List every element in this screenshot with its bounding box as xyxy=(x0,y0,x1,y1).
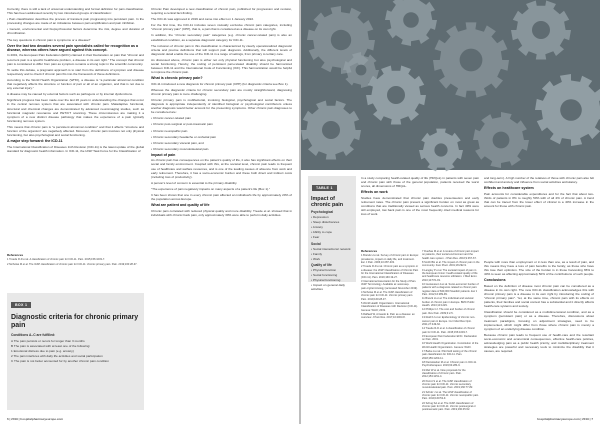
reference-item: 1 Treede R-D et al. A classification of chronic pain for ICD-11. Pain. 2015;156:1003-7. xyxy=(7,258,105,262)
paragraph: "The experience of pain negatively impacts on many aspects of a patient's life (Box 1)." xyxy=(151,186,271,191)
paragraph: As discussed above, chronic pain is either not only physical functioning but also psychological and social functioning. Hereby, the coding of persistent pain-related disability should be harmonized between ICD-11 and the International Code of Functioning (ICF). This harmonization would be helpful to improve the chronic pain. xyxy=(151,57,292,75)
paragraph: • Chronic secondary headache or orofacial pain xyxy=(151,134,217,139)
reference-item: 5 World Health Organization. International Classification of Diseases 11th Revision (ICD-11). Geneva: WHO; 2019. xyxy=(361,301,418,312)
reference-item: 14 Treede R-D et al. A classification of chronic pain for ICD-11. Pain. 2015;156:1003-7. xyxy=(422,327,475,334)
sidebox-item: • Depression xyxy=(311,215,329,220)
section-heading: Impact of pain xyxy=(151,152,176,157)
reference-item: 1 Breivik H et al. Survey of chronic pain in Europe: prevalence, impact on daily life, and treatment. Eur J Pain. 2006;10:287-333. xyxy=(361,254,419,265)
paragraph: Based on the definition of disease most chronic pain can be considered as a disease in its own right. The new ICD-11 classification acknowledges this with chronic primary pain is a disease in its own right by introducing the coding of "chronic primary pain". Yet, at the same time, chronic pain with its effects on patients, their families and social context has a substantial and it directly affects health-care systems and society. xyxy=(484,283,594,309)
sidebox-item: • Sleep disturbances xyxy=(311,220,340,225)
sidebox-title: Impact of chronic pain xyxy=(311,196,344,208)
paragraph: • Chronic cancer-related pain xyxy=(151,116,191,121)
reference-item: 17 Barke A et al. Pilot field testing of the chronic pain classification for ICD-11. Pain. 2018;159:1203-11. xyxy=(422,349,477,360)
sidebox-item: • Social interactions/ network xyxy=(311,246,351,251)
references-heading: References xyxy=(361,249,378,253)
sidebox-item: • Fear xyxy=(311,235,320,240)
paragraph: Significant progress has been made over the last 20 years in understanding the changes that occur in the central nervous system that are associated with chronic pain. Maladaptive functional, structural and chemical changes are demonstrated by advanced neuroimaging studies, such as functional magnetic resonance and PET/CT scanning. These circumstances are making it a symptom of a new distinct disease pathology that makes the experience of a pain typically functioning nervous system. xyxy=(7,98,144,123)
paragraph: • Chronic secondary musculoskeletal pain. xyxy=(151,146,210,151)
paragraph: The ICD-11 was approved in 2019 and came into effect on 1 January 2022. xyxy=(151,17,254,22)
right-column-3 xyxy=(484,176,594,258)
reference-item: 13 Reid KJ et al. Epidemiology of chronic non-cancer pain in Europe. Curr Med Res Opin. 2011;27:449-62. xyxy=(422,316,476,326)
section-heading: Over the last two decades several pain specialists called for recognition as a disease, whereas others have argued against this concept. xyxy=(7,43,139,53)
section-heading: Conclusions xyxy=(484,278,506,283)
paragraph: This means that chronic pain is "a persistent abnormal condition" and that it affects "structure and function of the organism" are negatively affected. Moreover, chronic pain involves not only physical functioning, but also psychological and social functioning. xyxy=(7,124,144,138)
paragraph: • Chronic neuropathic pain xyxy=(151,128,188,133)
paragraph: In 2001, the European Pain Federation (EFIC) claimed in their Declaration on pain that "chronic and recurrent pain is a specific healthcare problem, a disease in its own right." The concept that chronic pain is considered to differ from pain as symptom remains a strong topic in the scientific community. xyxy=(7,53,144,66)
paragraph: • Pain classification describes the process of transient pain progressing into persistent pain. In the processing changes are made of an imbalance between pain amplification and pain inhibition. xyxy=(7,17,144,26)
box-body xyxy=(11,333,140,363)
paragraph: Classification should be considered as a multidimensional condition, and as a symptom (persistent pain) or as a disease. Therefore, discussions about treatment paradigms, focusing on adjustment strategies, need to be implemented, which might differ from those where chronic pain is merely a symptom of an underlying disease condition. xyxy=(484,310,594,331)
references-heading: References xyxy=(7,253,24,257)
reference-item: 16 World Health Organization. Constitution of the World Health Organization. Geneva: WHO. xyxy=(422,342,479,349)
reference-item: 2 Nicholas M et al. The IASP classification of chronic pain for ICD-11: chronic primary pain. Pain. 2019;160:28-37. xyxy=(7,262,138,266)
paragraph: People with more than employment or in less than one, as a result of pain, and this means they have a loss of pain benefits to the family, as those who have this lose their optimism. The size of the burden is in those harvesting 65% to 40% to seen as affecting approximately 50% of the contributions of such people. xyxy=(484,260,594,277)
sidebox-group-heading: Social xyxy=(311,241,321,246)
paragraph: The inclusion of chronic pain in this classification is characterized by clearly operationalized diagnostic criteria and precise definitions that will support pain diagnosis. Additionally, the different levels of diagnostic detail enable the use of the ICD-11 in a range of settings, from primary to tertiary care. xyxy=(151,43,292,56)
criteria-item: B The pain is associated with at least one of the following: xyxy=(11,343,91,348)
gear-shape xyxy=(301,101,361,160)
gears-photo xyxy=(301,0,600,170)
paragraph: Chronic pain correlated with reduced physical quality and more disability. Treede et al. showed that in individuals with chronic back pain, only approximately 30% were able to perform daily activities. xyxy=(151,208,292,217)
section-heading: What are patient and quality of life xyxy=(151,203,210,208)
paragraph: According to the World Health Organization (WHO), a disease is "a particular abnormal condition that negatively affects the structure or function of part or all of an organism, and that is not due to any external injury." xyxy=(7,77,144,91)
gear-shape xyxy=(535,74,600,146)
paragraph: Chronic primary pain is multifactorial, involving biological, psychological and social factors. The diagnosis is appropriate independently of identified biological or psychological contributors unless another diagnosis would better account for the presenting symptoms. Other chronic pain diagnoses to be considered are: xyxy=(151,98,292,115)
right-page xyxy=(301,0,600,424)
paragraph: Currently, there is still a lack of universal understanding and formal definition for pain classification. This has been addressed recently by two introduced groups of classification: xyxy=(7,7,144,16)
references-a xyxy=(361,250,419,410)
footer-right: hospitalpharmacyeurope.com | 2019 | 7 xyxy=(536,417,593,421)
right-column-4 xyxy=(484,260,594,410)
reference-item: 11 Breivik H et al. The individual and societal burden of chronic pain in Europe. BMC Public Health. 2013;13:1229. xyxy=(422,297,475,308)
diagnostic-criteria-box xyxy=(7,293,144,410)
paragraph: It has been shown that one in every chronic pain affected an individual's life by approximately 20% of the population across Europe. xyxy=(151,193,292,202)
sidebox-item: • Anxiety xyxy=(311,225,323,230)
sidebox-tag: TABLE 1 xyxy=(312,185,337,191)
left-column-2 xyxy=(151,7,292,407)
paragraph: The International Classification of Diseases 11th Revision (ICD-11) is the latest update of the global standard for diagnostic health information. In ICD-11, the IASP Task Force for the Classification of xyxy=(7,144,144,153)
left-column-1 xyxy=(7,7,144,253)
reference-item: 19 Rief W et al. New proposals for the classification of chronic pain. Pain. 2012;153:1151-4. xyxy=(422,368,466,379)
paragraph: As chronic pain has consequences on the patient's quality of life, it also has significant effects on their social and family environment. Coupled with this, at the societal level, chronic pain leads to frequent use of healthcare and welfare resources, and is one of the leading causes of absence from work and early retirement. Therefore, it has a socio-economic burden and these both direct and indirect costs (including loss of productivity). xyxy=(151,158,292,179)
criteria-item: 2 The pain interferes with daily life activities and social participation xyxy=(11,353,103,358)
footer-left: 6 | 2019 | hospitalpharmacyeurope.com xyxy=(7,417,64,421)
reference-item: 7 Dueñas M et al. A review of chronic pain impact on patients, their social environment and the health care system. J Pain Res. 2016;9:457-67. xyxy=(422,250,479,260)
reference-item: 15 European Pain Federation EFIC. Declaration on Pain. 2001. xyxy=(422,334,478,342)
paragraph: In a study comparing health-related quality of life (HRQoL) in patients with seven pain and chronic pain with those of the general population, patients received the worst scores, all dimensions of HRQoL. xyxy=(361,176,479,189)
sidebox-item: • Social functioning xyxy=(311,273,338,278)
paragraph: The key questions in chronic pain is symptoms or a disease? xyxy=(7,37,91,42)
right-column-2 xyxy=(361,176,479,248)
reference-item: 6 Raffaeli W, Arnaudo E. Pain as a disease: an overview. J Pain Res. 2017;10:2003-8. xyxy=(361,312,415,320)
reference-item: 3 International Association for the Study of Pain. IASP Terminology. Available at: www.iasp-pain.org/terminology (accessed November 2019). xyxy=(361,279,418,290)
reference-item: 21 Scholz J et al. The IASP classification of chronic pain for ICD-11: chronic neuropathic pain. Pain. 2019;160:53-9. xyxy=(422,390,479,401)
sidebox-body xyxy=(311,210,353,292)
reference-item: 2 Treede R-D et al. Chronic pain as a symptom or a disease: the IASP Classification of Chronic Pain for the International Classification of Diseases (ICD-11). Pain. 2019;160:19-27. xyxy=(361,265,419,279)
paragraph: Chronic Pain developed a new classification of chronic pain, published for progression and revision, requiring a central fact-finding. xyxy=(151,7,292,16)
left-references xyxy=(7,254,144,290)
reference-item: 9 Langley P et al. The societal impact of pain in the European Union: health-related quality of life and healthcare resource utilization. J Med Econ. 2010;13:571-81. xyxy=(422,268,478,282)
reference-item: 22 Schug SA et al. The IASP classification of chronic pain for ICD-11: chronic postsurgical or posttraumatic pain. Pain. 2019;160:45-52. xyxy=(422,401,476,412)
paragraph: A person's level of concern is essential to the primary disability. xyxy=(151,180,238,185)
sidebox-item: • Work xyxy=(311,256,321,261)
impact-sidebox xyxy=(308,176,356,292)
paragraph: ICD-11 introduced a new diagnosis for chronic primary pain (CPP) (for diagnostic criteria see Box 1). xyxy=(151,81,289,86)
sidebox-item: • Physical function xyxy=(311,268,337,273)
section-heading: Effects on work xyxy=(361,190,388,195)
section-heading: What is chronic primary pain? xyxy=(151,76,203,81)
gear-shape xyxy=(511,1,571,60)
sidebox-group-heading: Psychological xyxy=(311,210,334,214)
paragraph: In addition, the "chronic secondary pain" categories (e.g. chronic cancer-related pain) is also an established condition, as a separate diagnostic category for ICD-11. xyxy=(151,33,292,42)
box-tag: BOX 1 xyxy=(11,302,31,308)
sidebox-item: • Ability to cope xyxy=(311,230,333,235)
section-heading: A major step forward: the ICD-11 xyxy=(7,139,63,144)
paragraph: For the first time, the ICD-11 includes seven mutually exclusive chronic pain categories, including "chronic primary pain" (CPP), that is, a pain that is considered as a disease on its own right. xyxy=(151,23,292,32)
reference-item: 10 Gustavsson A et al. Socio-economic burden of patients with a diagnosis related to chronic pain: register data of 840,000 Swedish patients. Eur J Pain. 2012;16:289-99. xyxy=(422,283,479,297)
paragraph: • Chronic post-surgical or post-traumatic pain xyxy=(151,122,213,127)
sidebox-item: • Family xyxy=(311,251,323,256)
reference-item: 12 Phillips CJ. The cost and burden of chronic pain. Rev Pain. 2009;3:2-5. xyxy=(422,308,475,315)
paragraph: Because chronic pain leads to frequent use of health-care and the resultant socio-economic and economical consequences, effective health-care policies, acknowledging pain as a public health priority, and multidisciplinary treatment strategies are powerful and necessary tools to minimize the disability that it causes, are required. xyxy=(484,332,594,354)
gear-shape xyxy=(433,22,509,97)
box-subheading: Conditions A–C are fulfilled: xyxy=(11,333,56,338)
paragraph: Studies have demonstrated that chronic pain doubles presenteeism and early retirement rates. The chronic pain present a significant burden on most as great as conditions that are traditionally viewed as serious health concerns. In fact 49% were still employed, low back pain is one of the most frequently cited medical reasons for loss of work. xyxy=(361,195,479,217)
sidebox-group-heading: Quality of life xyxy=(311,262,332,267)
paragraph: • Chronic secondary visceral pain, and xyxy=(151,140,204,145)
paragraph: • Genetic, environmental and biopsychosocial factors determine the risk, degree and duration of chronification. xyxy=(7,27,144,36)
criteria-item: C The pain is not better accounted for by another chronic pain condition xyxy=(11,358,109,363)
references-b xyxy=(422,250,480,410)
sidebox-item: • Impact on general daily activities xyxy=(311,283,345,292)
paragraph: Pain accounts for considerable expenditures and for the fact that about two-thirds of patients in 8% to roughly 50% with of all 4% of chronic pain. A trend that can be traced from the lower effect of clinical to a 40% increase in the amount for those with chronic pain. xyxy=(484,191,594,208)
reference-item: 20 Perrot S et al. The IASP classification of chronic pain for ICD-11: chronic secondary musculoskeletal pain. Pain. 2019;160:77-82. xyxy=(422,379,474,390)
box-items xyxy=(11,339,140,363)
gear-shape xyxy=(419,129,463,172)
paragraph: To settle this debate, a pragmatic approach is to start from the definitions of symptom and disease respectively and to check if chronic pain fits into the framework of these definitions. xyxy=(7,67,144,76)
section-heading: Effects on healthcare system xyxy=(484,186,534,191)
reference-item: 8 Smith BH et al. The impact of chronic pain in the community. Fam Pract. 2001;18:292-9. xyxy=(422,261,480,268)
left-page xyxy=(0,0,299,424)
gear-shape xyxy=(473,112,529,168)
paragraph: and long-term). A high number of the relatives of those with chronic pain also felt confident and anxiety and influence from social activities ambulatory. xyxy=(484,176,594,185)
paragraph: Whereas the diagnostic criteria for chronic secondary pain are mostly straightforward, diagnosing chronic primary pain is more challenging. xyxy=(151,87,292,96)
sidebox-item: • Physical functioning xyxy=(311,278,341,283)
paragraph: A disease may be caused by external factors such as pathogens or by internal dysfunctions. xyxy=(7,92,133,97)
reference-item: 18 Kleinstäuber M et al. Chronic pain in ICD-11. Psychotherapeut. 2019;64:284-9. xyxy=(422,360,477,368)
gear-shape xyxy=(385,0,437,46)
box-title: Diagnostic criteria for chronic primary pain xyxy=(11,314,139,330)
criteria-item: 1 Emotional distress due to pain (e.g. anxiety) xyxy=(11,348,74,353)
reference-item: 4 Nicholas M et al. The IASP classification of chronic pain for ICD-11: chronic primary pain. Pain. 2019;160:28-37. xyxy=(361,290,413,301)
criteria-item: A The pain persists or recurs for longer than 3 months xyxy=(11,338,85,343)
gears-illustration xyxy=(301,0,600,170)
